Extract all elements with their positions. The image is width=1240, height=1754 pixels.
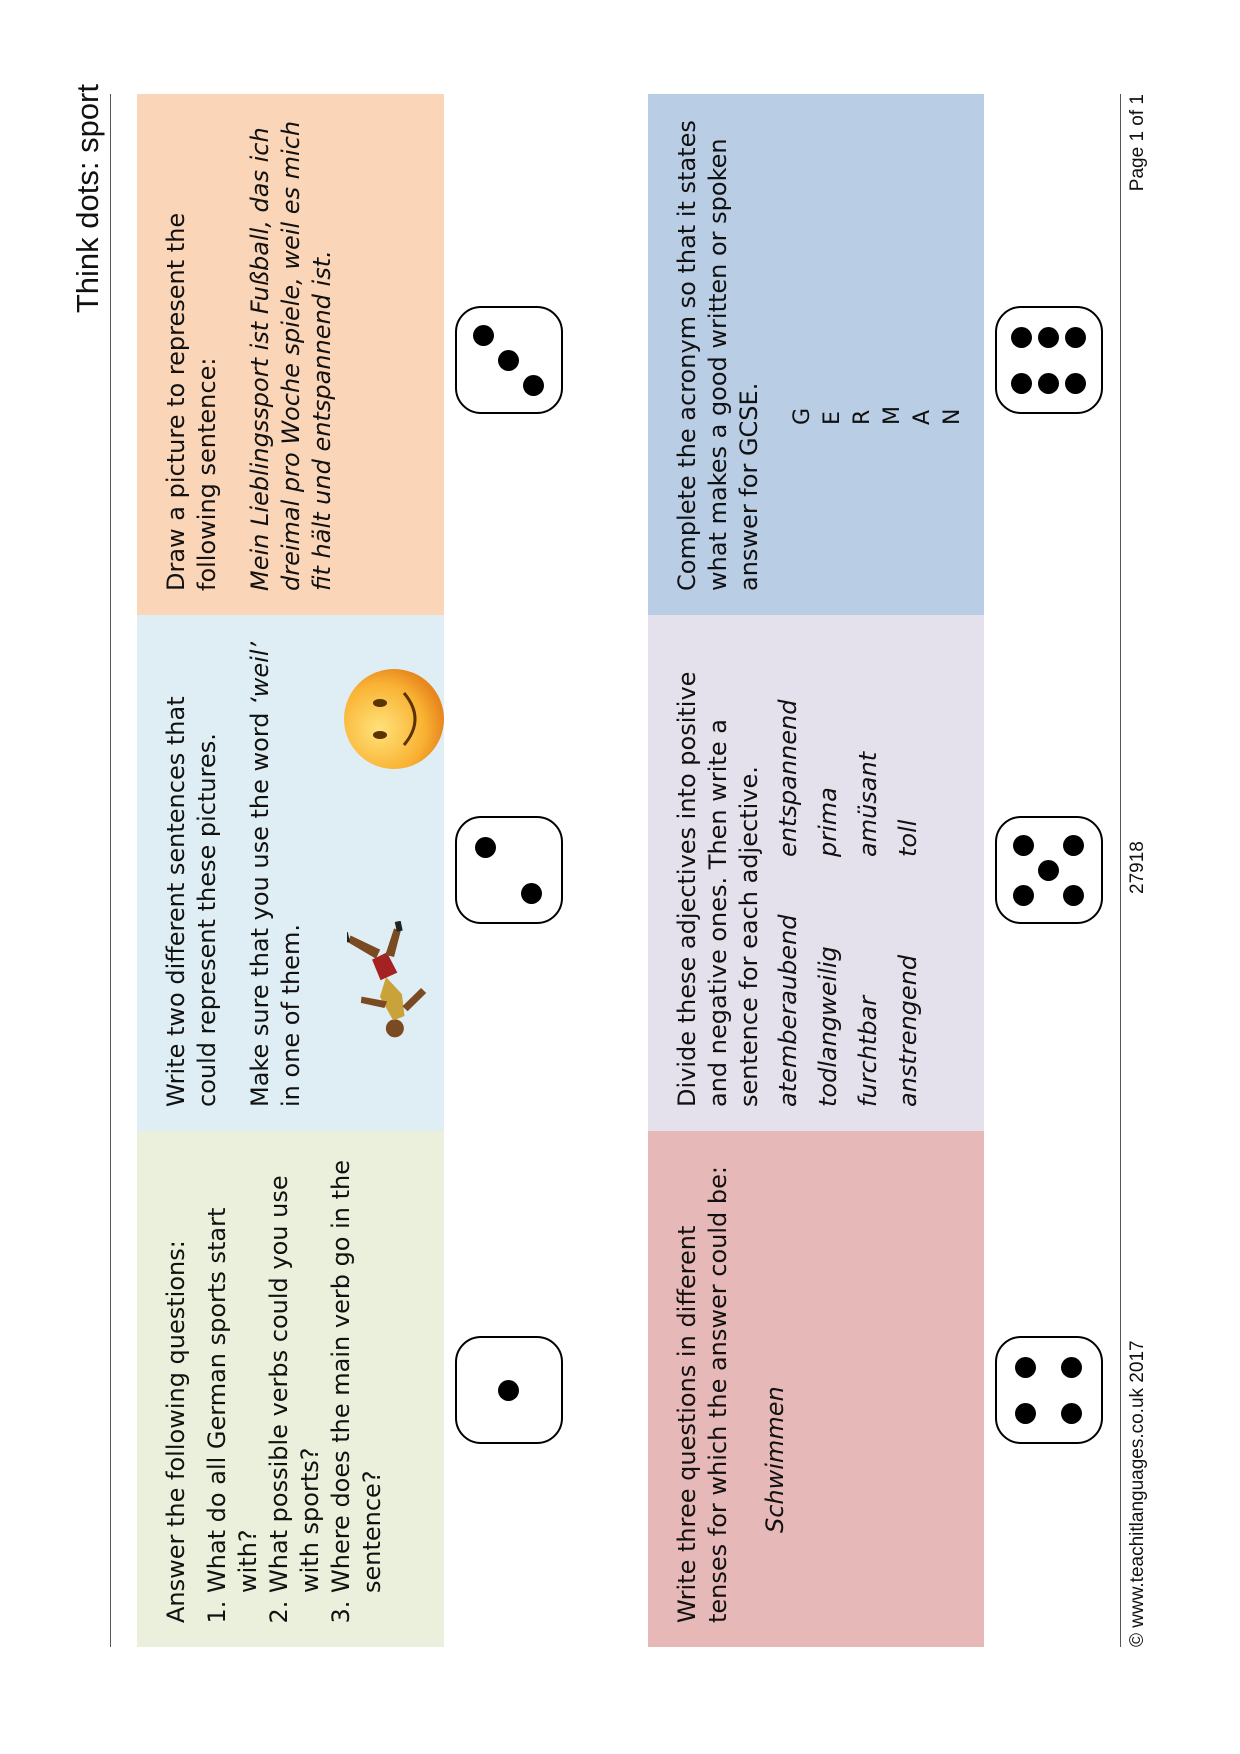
task-adjectives [648, 615, 984, 1131]
adjective: prima [814, 787, 842, 857]
adjective: furchtbar [854, 995, 882, 1107]
acronym-letter: E [820, 411, 845, 425]
die-pip [521, 883, 542, 904]
die-pip [523, 375, 544, 396]
questions-intro: Answer the following questions: [162, 1240, 190, 1623]
question-item: 3. Where does the main verb go in the sentence? [326, 1155, 388, 1593]
tenses-instruction: Write three questions in different tenses for which the answer could be: [673, 1166, 732, 1623]
question-item: 1. What do all German sports start with? [202, 1155, 264, 1593]
die-pip [473, 325, 494, 346]
die-pip [1063, 885, 1084, 906]
die-pip [1013, 885, 1034, 906]
die-pip [1015, 1403, 1036, 1424]
footer-rule [1120, 94, 1121, 1647]
jumping-athlete-icon [347, 921, 437, 1051]
die-pip [1015, 1357, 1036, 1378]
die-pip [1063, 835, 1084, 856]
adjectives-instruction: Divide these adjectives into positive and negative ones. Then write a sentence for each adjective. [673, 671, 763, 1107]
note-text: in one of them. [277, 924, 305, 1107]
adjective: toll [894, 819, 922, 857]
die-pip [1038, 327, 1059, 348]
die-pip [1011, 373, 1032, 394]
die-pip [475, 837, 496, 858]
adjective: atemberaubend [774, 914, 802, 1107]
die-two [455, 816, 563, 924]
adjective: amüsant [854, 751, 882, 857]
adjective-column [768, 700, 928, 857]
adjective: todlangweilig [814, 946, 842, 1107]
adjective: entspannend [774, 699, 802, 857]
die-six [995, 306, 1103, 414]
sentences-instruction: Write two different sentences that could represent these pictures. [162, 696, 221, 1107]
die-pip [1011, 327, 1032, 348]
tenses-answer: Schwimmen [761, 1386, 789, 1533]
acronym-instruction: Complete the acronym so that it states what makes a good written or spoken answer for GCSE. [673, 120, 763, 591]
draw-sentence: Mein Lieblingssport ist Fußball, das ich dreimal pro Woche spiele, weil es mich fit hält und entspannend ist. [246, 120, 336, 591]
adjective-column [768, 915, 928, 1108]
acronym-letter: G [790, 407, 815, 425]
page-title: Think dots: sport [70, 84, 105, 314]
die-pip [1013, 835, 1034, 856]
die-one [455, 1336, 563, 1444]
task-questions [137, 1131, 444, 1647]
draw-instruction: Draw a picture to represent the following sentence: [162, 212, 221, 591]
task-sentences [137, 615, 444, 1131]
die-pip [1038, 860, 1059, 881]
note-keyword: ‘weil’ [246, 641, 274, 705]
adjective: anstrengend [894, 954, 922, 1107]
die-three [455, 306, 563, 414]
task-draw [137, 94, 444, 615]
die-five [995, 816, 1103, 924]
die-pip [1061, 1403, 1082, 1424]
sentences-note [245, 639, 307, 1107]
acronym-letter: R [850, 409, 875, 425]
die-pip [498, 350, 519, 371]
footer-copyright: © www.teachitlanguages.co.uk 2017 [1127, 1340, 1148, 1647]
header-rule [110, 94, 111, 1647]
task-acronym [648, 94, 984, 615]
die-four [995, 1336, 1103, 1444]
note-text: Make sure that you use the word [246, 704, 274, 1107]
footer-page-number: Page 1 of 1 [1127, 94, 1148, 192]
die-pip [1038, 373, 1059, 394]
die-pip [1065, 327, 1086, 348]
acronym-letters [788, 385, 968, 425]
die-pip [1061, 1357, 1082, 1378]
acronym-letter: N [940, 408, 965, 425]
acronym-letter: A [910, 409, 935, 425]
task-tenses [648, 1131, 984, 1647]
acronym-letter: M [880, 406, 905, 425]
die-pip [498, 1380, 519, 1401]
smiley-icon [342, 667, 446, 771]
die-pip [1065, 373, 1086, 394]
question-item: 2. What possible verbs could you use with sports? [264, 1155, 326, 1593]
questions-list [202, 1155, 388, 1623]
footer-resource-number: 27918 [1127, 841, 1148, 894]
